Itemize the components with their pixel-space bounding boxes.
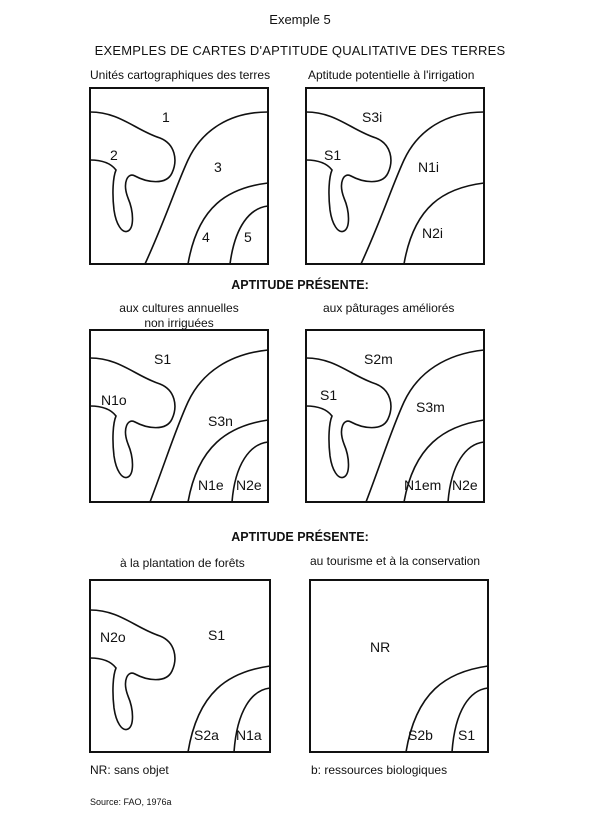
caption-annual-crops-1: aux cultures annuelles	[119, 301, 239, 315]
map-irrigation	[306, 88, 484, 264]
label-unit-2: 2	[110, 147, 118, 163]
n1i-boundary	[361, 112, 484, 264]
map-land-units	[90, 88, 268, 264]
label-s1: S1	[324, 147, 342, 163]
map-improved-pastures	[306, 330, 484, 502]
map-tourism-conservation	[310, 580, 488, 752]
label-s2m: S2m	[364, 351, 393, 367]
label-s1: S1	[208, 627, 226, 643]
label-n1a: N1a	[236, 727, 262, 743]
caption-annual-crops-2: non irriguées	[144, 316, 214, 330]
label-unit-4: 4	[202, 229, 210, 245]
caption-irrigation-potential: Aptitude potentielle à l'irrigation	[308, 68, 475, 82]
n1o-boundary	[90, 358, 175, 478]
note-nr: NR: sans objet	[90, 763, 169, 777]
s1-boundary	[306, 112, 391, 232]
n2e-boundary	[448, 442, 484, 502]
main-heading: EXEMPLES DE CARTES D'APTITUDE QUALITATIVE DES TERRES	[94, 43, 506, 58]
label-s2b: S2b	[408, 727, 433, 743]
label-n2o: N2o	[100, 629, 126, 645]
label-unit-5: 5	[244, 229, 252, 245]
section-heading-present-1: APTITUDE PRÉSENTE:	[231, 278, 369, 292]
n2o-boundary	[90, 610, 175, 730]
label-s3i: S3i	[362, 109, 383, 125]
map-annual-crops	[90, 330, 268, 502]
label-s1: S1	[154, 351, 172, 367]
label-n2e: N2e	[452, 477, 478, 493]
map-frame	[90, 88, 268, 264]
label-unit-3: 3	[214, 159, 222, 175]
caption-tourism-conservation: au tourisme et à la conservation	[310, 554, 481, 568]
label-s3n: S3n	[208, 413, 233, 429]
caption-land-units: Unités cartographiques des terres	[90, 68, 271, 82]
label-unit-1: 1	[162, 109, 170, 125]
map-frame	[306, 88, 484, 264]
note-b: b: ressources biologiques	[311, 763, 448, 777]
page-title: Exemple 5	[269, 12, 331, 27]
label-n1o: N1o	[101, 392, 127, 408]
label-s3m: S3m	[416, 399, 445, 415]
caption-forestry: à la plantation de forêts	[120, 556, 245, 570]
n2e-boundary	[232, 442, 268, 502]
unit-2-boundary	[90, 112, 175, 232]
s1-boundary	[306, 358, 391, 478]
n2i-boundary	[404, 183, 484, 264]
label-s1: S1	[458, 727, 476, 743]
label-s1: S1	[320, 387, 338, 403]
label-n2e: N2e	[236, 477, 262, 493]
label-n2i: N2i	[422, 225, 444, 241]
label-nr: NR	[370, 639, 391, 655]
unit-4-boundary	[188, 183, 268, 264]
map-forestry	[90, 580, 270, 752]
source-note: Source: FAO, 1976a	[90, 797, 172, 807]
label-n1i: N1i	[418, 159, 440, 175]
label-n1em: N1em	[404, 477, 442, 493]
section-heading-present-2: APTITUDE PRÉSENTE:	[231, 530, 369, 544]
label-s2a: S2a	[194, 727, 219, 743]
label-n1e: N1e	[198, 477, 224, 493]
caption-improved-pastures: aux pâturages améliorés	[323, 301, 455, 315]
